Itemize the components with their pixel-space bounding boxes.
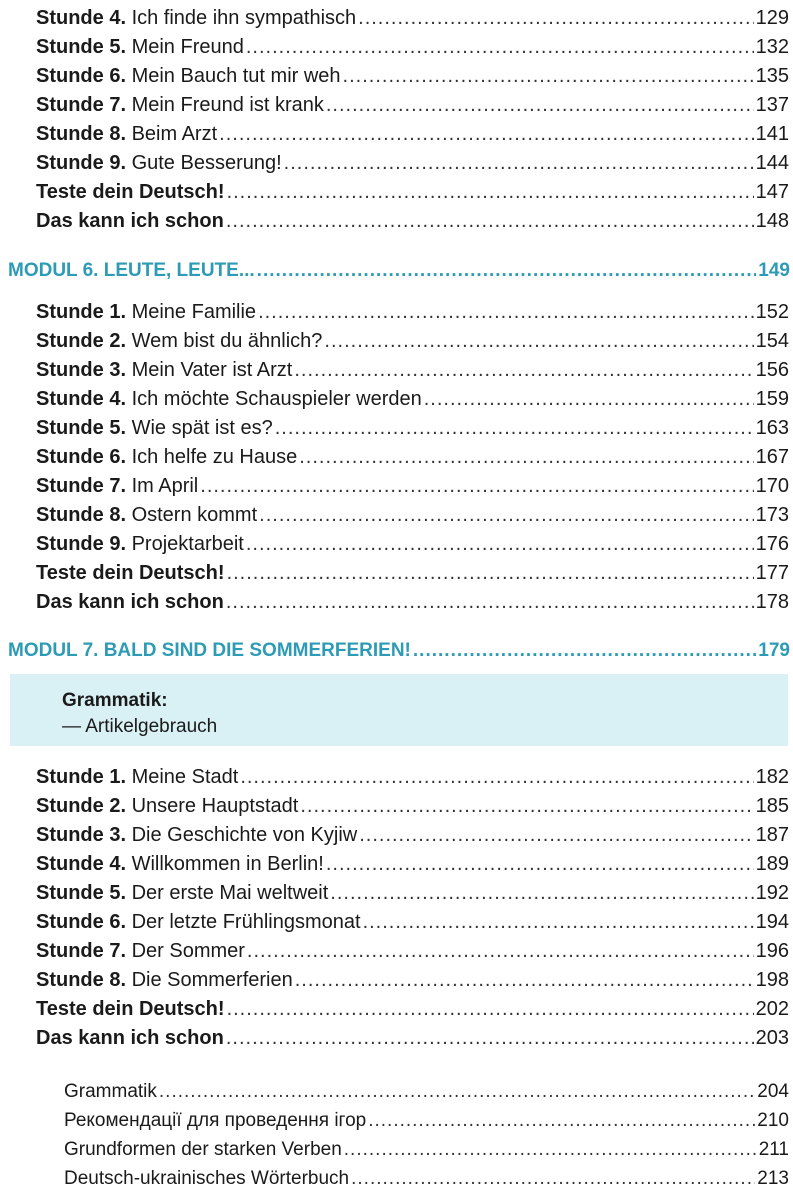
- toc-entry: Stunde 6. Mein Bauch tut mir weh ..... 135: [36, 64, 789, 88]
- leader-dots: [344, 1138, 757, 1162]
- page-number: 129: [755, 7, 789, 29]
- page-number: 182: [755, 766, 789, 788]
- leader-dots: [226, 590, 754, 614]
- leader-dots: [200, 474, 753, 498]
- page-number: 196: [755, 940, 789, 962]
- page-number: 189: [755, 853, 789, 875]
- leader-dots: [275, 416, 754, 440]
- page-number: 178: [755, 591, 789, 613]
- grammatik-title: Grammatik:: [62, 690, 168, 711]
- modul-heading: MODUL 7. BALD SIND DIE SOMMERFERIEN! ..... 179: [8, 639, 790, 663]
- leader-dots: [326, 852, 754, 876]
- appendix-entry: Deutsch-ukrainisches Wörterbuch ..... 213: [64, 1167, 789, 1191]
- leader-dots: [159, 1080, 755, 1104]
- page-number: 135: [755, 65, 789, 87]
- page-number: 202: [755, 998, 789, 1020]
- leader-dots: [219, 122, 753, 146]
- leader-dots: [257, 259, 757, 283]
- leader-dots: [368, 1109, 755, 1133]
- page-number: 204: [757, 1081, 789, 1102]
- page-number: 173: [755, 504, 789, 526]
- page-number: 132: [755, 36, 789, 58]
- leader-dots: [227, 997, 754, 1021]
- leader-dots: [246, 35, 754, 59]
- toc-entry: Stunde 4. Ich möchte Schauspieler werden ..... 159: [36, 387, 789, 411]
- leader-dots: [294, 358, 753, 382]
- leader-dots: [424, 387, 754, 411]
- appendix-entry: Рекомендації для проведення ігор ..... 210: [64, 1109, 789, 1133]
- leader-dots: [324, 329, 753, 353]
- toc-entry: Teste dein Deutsch! ..... 177: [36, 561, 789, 585]
- appendix-entry: Grammatik ..... 204: [64, 1080, 789, 1104]
- leader-dots: [259, 503, 753, 527]
- page-number: 137: [755, 94, 789, 116]
- page-number: 187: [755, 824, 789, 846]
- toc-entry: Stunde 4. Ich finde ihn sympathisch ..... 129: [36, 6, 789, 30]
- page-number: 192: [755, 882, 789, 904]
- toc-entry: Stunde 7. Der Sommer ..... 196: [36, 939, 789, 963]
- page-number: 179: [758, 640, 790, 661]
- page-number: 167: [755, 446, 789, 468]
- page-number: 152: [755, 301, 789, 323]
- toc-entry: Stunde 2. Wem bist du ähnlich? ..... 154: [36, 329, 789, 353]
- page-number: 144: [755, 152, 789, 174]
- leader-dots: [330, 881, 753, 905]
- page-number: 163: [755, 417, 789, 439]
- leader-dots: [246, 532, 754, 556]
- toc-entry: Stunde 5. Mein Freund ..... 132: [36, 35, 789, 59]
- toc-entry: Stunde 8. Ostern kommt ..... 173: [36, 503, 789, 527]
- toc-entry: Stunde 6. Ich helfe zu Hause ..... 167: [36, 445, 789, 469]
- toc-entry: Stunde 7. Im April ..... 170: [36, 474, 789, 498]
- page-number: 211: [758, 1139, 789, 1160]
- page-number: 148: [755, 210, 789, 232]
- leader-dots: [326, 93, 754, 117]
- page-number: 203: [755, 1027, 789, 1049]
- leader-dots: [363, 910, 754, 934]
- page-number: 154: [755, 330, 789, 352]
- toc-entry: Stunde 9. Projektarbeit ..... 176: [36, 532, 789, 556]
- page-number: 159: [755, 388, 789, 410]
- leader-dots: [226, 209, 754, 233]
- leader-dots: [299, 445, 753, 469]
- leader-dots: [343, 64, 754, 88]
- toc-entry: Stunde 9. Gute Besserung! ..... 144: [36, 151, 789, 175]
- toc-entry: Teste dein Deutsch! ..... 202: [36, 997, 789, 1021]
- leader-dots: [227, 180, 754, 204]
- leader-dots: [247, 939, 754, 963]
- leader-dots: [258, 300, 754, 324]
- leader-dots: [295, 968, 754, 992]
- page-number: 141: [755, 123, 789, 145]
- page-number: 170: [755, 475, 789, 497]
- toc-entry: Stunde 5. Der erste Mai weltweit ..... 192: [36, 881, 789, 905]
- leader-dots: [226, 1026, 754, 1050]
- toc-entry: Stunde 6. Der letzte Frühlingsmonat ..... 194: [36, 910, 789, 934]
- toc-entry: Stunde 2. Unsere Hauptstadt ..... 185: [36, 794, 789, 818]
- leader-dots: [227, 561, 754, 585]
- toc-entry: Stunde 4. Willkommen in Berlin! ..... 189: [36, 852, 789, 876]
- toc-entry: Stunde 8. Die Sommerferien ..... 198: [36, 968, 789, 992]
- page-number: 176: [755, 533, 789, 555]
- modul-heading: MODUL 6. LEUTE, LEUTE... ..... 149: [8, 259, 790, 283]
- toc-entry: Das kann ich schon ..... 178: [36, 590, 789, 614]
- toc-entry: Stunde 1. Meine Stadt ..... 182: [36, 765, 789, 789]
- toc-entry: Stunde 7. Mein Freund ist krank ..... 137: [36, 93, 789, 117]
- toc-entry: Das kann ich schon ..... 148: [36, 209, 789, 233]
- page-number: 210: [757, 1110, 789, 1131]
- page-number: 147: [755, 181, 789, 203]
- page-number: 149: [758, 260, 790, 281]
- leader-dots: [358, 6, 753, 30]
- page-number: 194: [755, 911, 789, 933]
- page-number: 213: [757, 1168, 789, 1189]
- toc-entry: Stunde 5. Wie spät ist es? ..... 163: [36, 416, 789, 440]
- toc-entry: Stunde 3. Mein Vater ist Arzt ..... 156: [36, 358, 789, 382]
- leader-dots: [284, 151, 754, 175]
- toc-entry: Teste dein Deutsch! ..... 147: [36, 180, 789, 204]
- page-number: 198: [755, 969, 789, 991]
- toc-entry: Stunde 8. Beim Arzt ..... 141: [36, 122, 789, 146]
- toc-entry: Stunde 3. Die Geschichte von Kyjiw ..... 187: [36, 823, 789, 847]
- page-number: 185: [755, 795, 789, 817]
- toc-entry: Das kann ich schon ..... 203: [36, 1026, 789, 1050]
- toc-entry: Stunde 1. Meine Familie ..... 152: [36, 300, 789, 324]
- page-number: 177: [755, 562, 789, 584]
- leader-dots: [413, 639, 756, 663]
- appendix-entry: Grundformen der starken Verben ..... 211: [64, 1138, 789, 1162]
- page-number: 156: [755, 359, 789, 381]
- grammatik-item: — Artikelgebrauch: [62, 716, 218, 737]
- leader-dots: [359, 823, 753, 847]
- leader-dots: [351, 1167, 755, 1191]
- leader-dots: [300, 794, 753, 818]
- leader-dots: [240, 765, 753, 789]
